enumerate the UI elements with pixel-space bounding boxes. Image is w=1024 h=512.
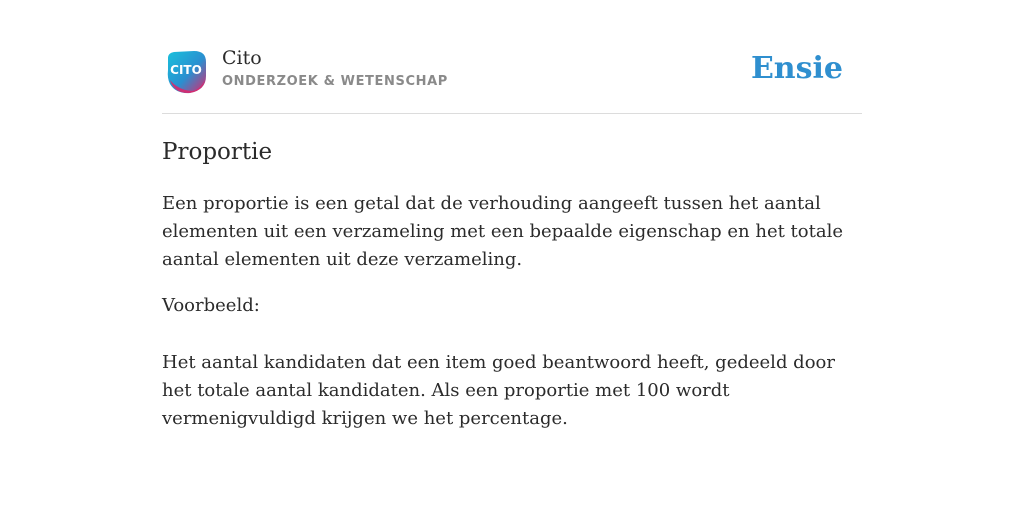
- page: [162, 0, 862, 429]
- page-title: Proportie: [162, 139, 273, 165]
- example-label: Voorbeeld:: [162, 295, 260, 316]
- brand-name[interactable]: Cito: [222, 47, 262, 69]
- definition-paragraph: Een proportie is een getal dat de verhouding aangeeft tussen het aantal elementen uit een verzameling met een bepaalde eigenschap en het totale aantal elementen uit deze verzameling.: [162, 193, 843, 270]
- header: [162, 0, 862, 114]
- logo-text: CITO: [170, 63, 202, 77]
- cito-logo-icon[interactable]: [164, 50, 208, 94]
- example-paragraph: Het aantal kandidaten dat een item goed beantwoord heeft, gedeeld door het totale aantal kandidaten. Als een proportie met 100 wordt vermenigvuldigd krijgen we het percentage.: [162, 352, 835, 429]
- ensie-logo[interactable]: Ensie: [750, 51, 843, 86]
- brand-subtitle: ONDERZOEK & WETENSCHAP: [222, 74, 448, 89]
